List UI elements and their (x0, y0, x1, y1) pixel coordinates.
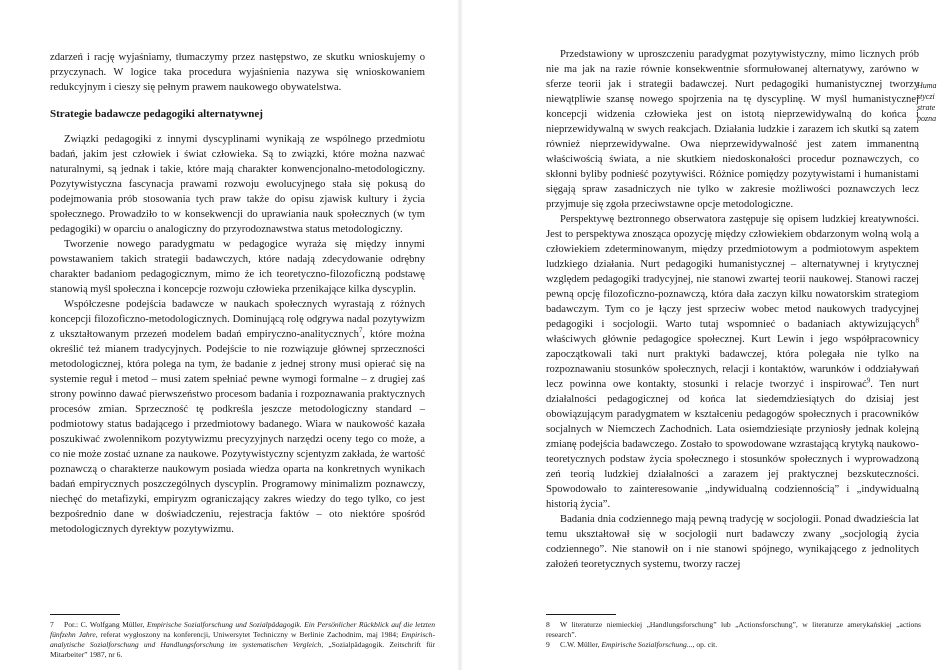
left-paragraph-2: Tworzenie nowego paradygmatu w pedagogice wyraża się między innymi powstawaniem takich strategii badawczych, które nadają zdecydowanie odrębny charakter badaniom pedagogicznym, mimo że ich teoretyczno-filozoficzną podstawę stanowią myśl społeczna i koncepcje rozwoju człowieka przenikające kilka dyscyplin. (50, 239, 425, 295)
left-page (0, 0, 460, 670)
footnote-title: Empirische Sozialforschung... (601, 640, 693, 649)
paragraph-text: Współczesne podejścia badawcze w naukach społecznych wyrastają z różnych koncepcji filozoficzno-metodologicznych. Dominującą rolę odgrywa nadal pozytywizm z ukształtowanym przezeń modelem badań empiryczno-analitycznych (50, 299, 425, 340)
footnote-rule (546, 614, 616, 615)
footnote-number: 7 (50, 620, 54, 629)
footnote-ref-7: 7 (358, 326, 363, 335)
left-body-text (50, 50, 425, 537)
right-paragraph-2 (546, 212, 919, 512)
footnotes-8-9 (546, 620, 921, 650)
right-paragraph-1: Przedstawiony w uproszczeniu paradygmat pozytywistyczny, mimo licznych prób nie ma jak na razie równie konsekwentnie sformułowanej alternatywy, zarówno w sferze teorii jak i strategii badawczej. Nurt pedagogiki humanistycznej tworzy niewątpliwie szansę nowego spojrzenia na tę dyscyplinę. W myśl humanistycznej koncepcji widzenia człowieka jest on istotą nieprzewidywalną do końca i nieprzewidywalną w swych reakcjach. Działania ludzkie i zarazem ich skutki są zatem również nieprzewidywalne. Owa nieprzewidywalność jest zatem immanentną właściwością świata, a nie skutkiem niedoskonałości procedur poznawczych, co skłonni byliby podnieść pozytywiści. Różnice pomiędzy pozytywistami i humanistami sięgają spraw zasadniczych nie tylko w zakresie możliwości poznawczych lecz przyjmuje się zgoła przeciwstawne opcje metodologiczne. (546, 49, 919, 210)
footnote-text: C.W. Müller, (560, 640, 602, 649)
footnote-ref-8: 8 (915, 316, 919, 325)
footnote-text: W literaturze niemieckiej „Handlungsforschung” lub „Actionsforschung”, w literaturze amerykańskiej „actions research”. (546, 620, 921, 639)
section-heading: Strategie badawcze pedagogiki alternatywnej (50, 108, 263, 120)
footnote-text: , op. cit. (692, 640, 718, 649)
paragraph-text: właściwych głównie pedagogice społecznej. Kurt Lewin i jego współpracownicy zapoczątkowali taki nurt praktyki badawczej, która polegała nie tylko na rozpoznawaniu stosunków społecznych, relacji i kontaktów, warunków i oddziaływań lecz powinna owe kontakty, stosunki i relacje tworzyć i inspirować (546, 334, 919, 390)
margin-note: Huma styczi strate pozna (917, 81, 937, 123)
footnote-9 (546, 640, 921, 650)
footnote-text: , „Sozialpädagogik. Zeitschrift für Mitarbeiter” 1987, nr 6. (50, 640, 435, 659)
footnote-text: , referat wygłoszony na konferencji, Uniwersytet Techniczny w Berlinie Zachodnim, maj 1984; (95, 630, 402, 639)
right-paragraph-3: Badania dnia codziennego mają pewną tradycję w socjologii. Ponad dwadzieścia lat temu ukształtował się w socjologii nurt badawczy zwany „socjologią życia codziennego”. Nie stanowił on i nie stanowi spójnego, wynikającego z jednolitych założeń teoretycznych systemu, tworzy raczej (546, 514, 919, 570)
paragraph-text: . Ten nurt działalności pedagogicznej od końca lat siedemdziesiątych do dzisiaj jest obowiązującym paradygmatem w kształceniu pedagogów społecznych i pracowników socjalnych w Niemczech Zachodnich. Lata osiemdziesiąte przyniosły jednak kolejną zmianę podejścia badawczego. Zostało to spowodowane wzrastającą krytyką naukowo-teoretycznych podstaw życia społecznego i stosunków społecznych i wyprowadzoną zeń teorią ludzkiej działalności a zarazem jej praktycznej bezskuteczności. Spowodowało to zainteresowanie „indywidualną codziennością” i „indywidualną historią życia”. (546, 379, 919, 510)
footnote-title: Empirische Sozialforschung und Sozialpädagogik. Ein Persönlicher Rückblick auf die letzten fünfzehn Jahre (50, 620, 435, 639)
intro-paragraph: zdarzeń i rację wyjaśniamy, tłumaczymy przez następstwo, ze skutku wnioskujemy o przyczynach. W logice taka procedura wyjaśnienia nazywa się wnioskowaniem redukcyjnym i cieszy się pełnym prawem naukowego obywatelstwa. (50, 52, 425, 93)
footnote-text: Por.: C. Wolfgang Müller, (64, 620, 147, 629)
footnote-ref-9: 9 (866, 376, 871, 385)
right-page (460, 0, 947, 670)
footnote-7 (50, 620, 435, 660)
footnote-rule (50, 614, 120, 615)
right-body-text (546, 47, 919, 572)
left-paragraph-1: Związki pedagogiki z innymi dyscyplinami wynikają ze wspólnego przedmiotu badań, jakim jest człowiek i świat człowieka. Są to związki, które można nazwać naturalnymi, są jednak i takie, które mają charakter konwencjonalno-metodologiczny. Pozytywistyczna fascynacja prawami rozwoju ewolucyjnego stała się pokusą do podejmowania prób stosowania tych praw także do opisu zjawisk kultury i życia społecznego. Prowadziło to w konsekwencji do uprawiania nauk społecznych (w tym pedagogiki) w oparciu o analogiczny do przyrodoznawstwa status metodologiczny. (50, 134, 425, 235)
footnote-number: 9 (546, 640, 550, 649)
paragraph-text: , które można określić też mianem tradycyjnych. Podejście to nie rozwiązuje głównej sprzeczności metodologicznej, która polega na tym, że badanie z jednej strony musi opierać się na systemie reguł i metod – musi zatem spełniać pewne wymogi formalne – z drugiej zaś strony powinno dawać pierwszeństwo procesom badania i rozpoznawania praktycznych procesów zmian. Sprzeczność tę podkreśla jeszcze metodologiczny standard – podmiotowy status badającego i przedmiotowy badanego. Wiara w naukowość kazała poszukiwać zwolennikom pozytywizmu precyzyjnych narzędzi oceny tego co może, a co nie może zostać uznane za naukowe. Pozytywistyczny scjentyzm zakłada, że wartość poznawczą o charakterze naukowym posiada wiedza oparta na konkretnych wynikach badań empirycznych poszczególnych dyscyplin. Programowy minimalizm poznawczy, niechęć do metafizyki, empiryzm ograniczający zakres wiedzy do tego tylko, co jest bezpośrednio dane w doświadczeniu, rejestracja faktów – oto niektóre spośród metodologicznych dyrektyw pozytywizmu. (50, 329, 425, 535)
paragraph-text: Perspektywę beztronnego obserwatora zastępuje się opisem ludzkiej kreatywności. Jest to perspektywa znosząca opozycję między człowiekiem obdarzonym wolną wolą a człowiekiem zdeterminowanym, między przedmiotowym a podmiotowym aspektem ludzkiego działania. Nurt pedagogiki humanistycznej – alternatywnej i krytycznej względem pedagogiki tradycyjnej, nie stanowi zwartej teorii naukowej. Stanowi raczej pewną opcję filozoficzno-poznawczą, która dała zaczyn kilku nowatorskim strategiom badawczym. Tym co je łączy jest sprzeciw wobec metod naukowych tradycyjnej pedagogiki i socjologii. Warto tutaj wspomnieć o badaniach aktywizujących (546, 214, 919, 330)
footnote-title: Empirisch-analytische Sozialforschung und Handlungsforschung im systematischen Vergleich (50, 630, 435, 649)
left-paragraph-3 (50, 297, 425, 537)
footnote-number: 8 (546, 620, 550, 629)
footnote-8 (546, 620, 921, 640)
